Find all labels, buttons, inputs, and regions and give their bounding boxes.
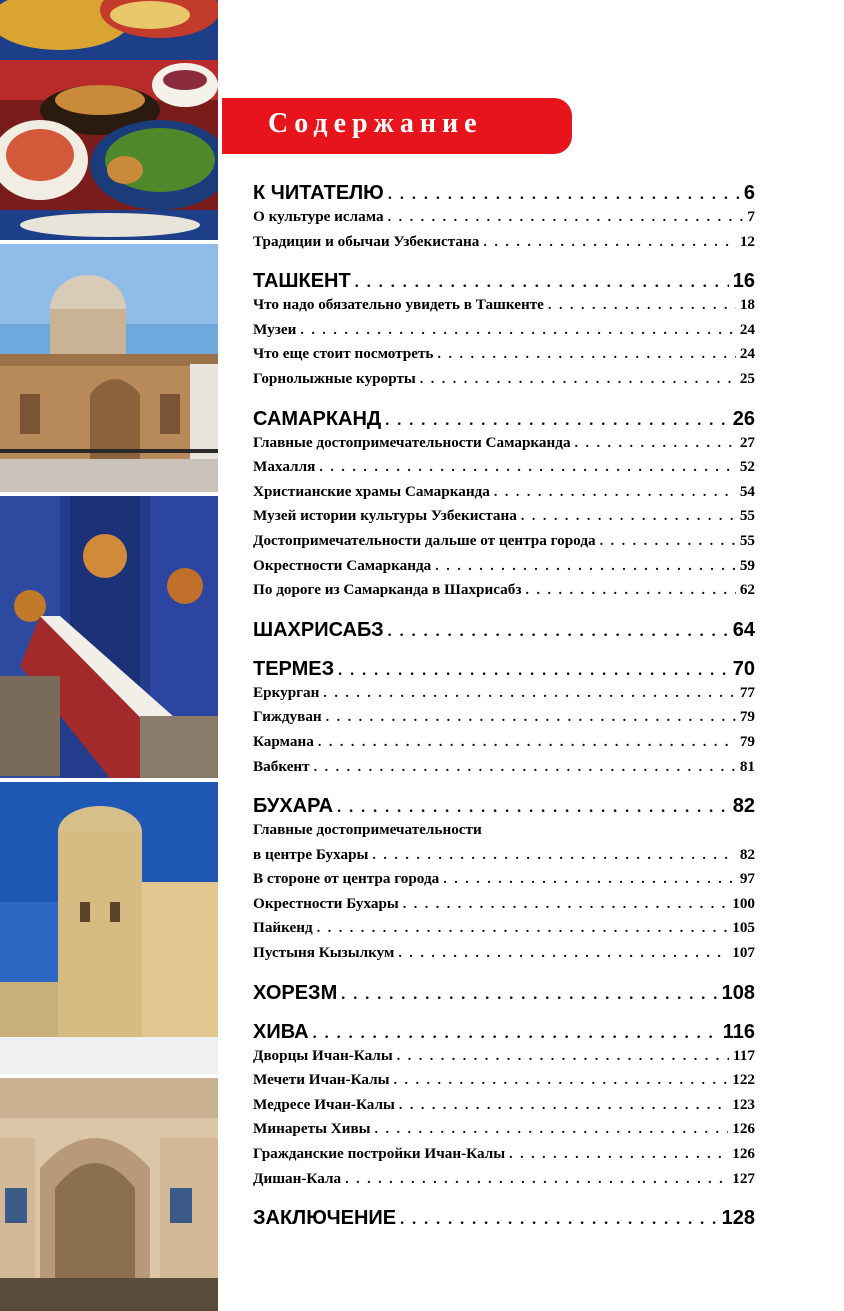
page-number: 62 [739,581,755,599]
page-number: 24 [739,345,755,363]
page-number: 26 [732,407,755,430]
dot-leader [313,1025,719,1043]
toc-entry[interactable] [253,370,755,395]
page-number: 127 [732,1169,755,1187]
page-number: 70 [732,657,755,680]
toc-section-title: ЗАКЛЮЧЕНИЕ [253,1207,397,1230]
page-title: Содержание [268,108,483,139]
page-number: 105 [732,919,755,937]
toc-entry-title: Музеи [253,320,297,338]
madrasa-photo [0,1078,218,1311]
dot-leader [400,1211,718,1229]
toc-entry[interactable] [253,434,755,459]
dot-leader [548,298,736,314]
page-number: 55 [739,531,755,549]
toc-entry-title: Кармана [253,732,314,750]
food-photo [0,0,218,240]
toc-entry-title: В стороне от центра города [253,870,440,888]
mosaic-interior-photo [0,496,218,778]
toc-entry-title: Христианские храмы Самарканда [253,482,490,500]
toc-section[interactable] [253,270,755,296]
toc-entry[interactable] [253,821,755,846]
dot-leader [326,710,736,726]
page-number: 126 [732,1120,755,1138]
section-gap [253,257,755,270]
page-number: 25 [739,369,755,387]
dot-leader [399,1098,728,1114]
toc-section[interactable] [253,795,755,821]
section-gap [253,645,755,658]
page-number: 55 [739,507,755,525]
toc-entry-title: Гражданские постройки Ичан-Калы [253,1145,506,1163]
toc-entry-title: По дороге из Самарканда в Шахрисабз [253,581,522,599]
toc-section[interactable] [253,619,755,645]
dot-leader [420,372,736,388]
toc-entry-title: Дишан-Кала [253,1169,342,1187]
toc-entry-title: Что надо обязательно увидеть в Ташкенте [253,296,544,314]
dot-leader [375,1122,729,1138]
page-number: 16 [732,270,755,293]
toc-entry[interactable] [253,1096,755,1121]
toc-entry-title: Окрестности Бухары [253,894,399,912]
toc-entry[interactable] [253,208,755,233]
dot-leader [398,946,728,962]
toc-entry-title: Главные достопримечательности [253,821,482,839]
toc-section-title: ТАШКЕНТ [253,270,351,293]
toc-section-title: ХИВА [253,1020,309,1043]
page-number: 79 [739,708,755,726]
toc-entry-title: Что еще стоит посмотреть [253,345,434,363]
toc-entry-title: Еркурган [253,683,320,701]
toc-entry-title: Пайкенд [253,919,313,937]
dot-leader [600,534,736,550]
toc-section-title: ХОРЕЗМ [253,981,338,1004]
dot-leader [338,662,729,680]
toc-entry[interactable] [253,1047,755,1072]
toc-section-title: ТЕРМЕЗ [253,657,335,680]
toc-entry[interactable] [253,581,755,606]
section-gap [253,1194,755,1207]
toc-entry[interactable] [253,507,755,532]
page-number: 59 [739,556,755,574]
toc-entry-title: Медресе Ичан-Калы [253,1095,395,1113]
section-gap [253,395,755,408]
dot-leader [443,872,736,888]
page-number: 123 [732,1095,755,1113]
toc-section-title: САМАРКАНД [253,407,382,430]
toc-section[interactable] [253,1207,755,1233]
photo-strip [0,0,218,1311]
dot-leader [337,799,729,817]
toc-entry[interactable] [253,944,755,969]
toc-entry[interactable] [253,345,755,370]
toc-entry[interactable] [253,758,755,783]
dot-leader [525,583,735,599]
page-number: 77 [739,683,755,701]
toc-entry[interactable] [253,1145,755,1170]
toc-section[interactable] [253,182,755,208]
page-number: 116 [722,1020,755,1043]
toc-entry-title: Пустыня Кызылкум [253,944,395,962]
page-number: 117 [733,1046,755,1064]
toc-entry[interactable] [253,296,755,321]
toc-entry-title: Окрестности Самарканда [253,556,432,574]
toc-entry[interactable] [253,733,755,758]
dot-leader [435,559,736,575]
dot-leader [323,686,735,702]
toc-entry[interactable] [253,1170,755,1195]
fortress-photo [0,782,218,1074]
page-number: 64 [732,618,755,641]
section-gap [253,1008,755,1021]
dot-leader [318,735,736,751]
dot-leader [397,1049,729,1065]
dot-leader [575,436,736,452]
page-number: 12 [739,232,755,250]
page-number: 126 [732,1145,755,1163]
toc-entry-title: Горнолыжные курорты [253,369,416,387]
section-gap [253,969,755,982]
page-number: 122 [732,1071,755,1089]
section-gap [253,782,755,795]
dot-leader [388,623,729,641]
page-number: 128 [721,1207,755,1230]
toc-entry[interactable] [253,708,755,733]
tashkent-building-photo [0,244,218,492]
toc-entry[interactable] [253,483,755,508]
dot-leader [355,274,729,292]
contents-header [222,98,572,154]
page-number: 82 [739,845,755,863]
page-number: 27 [739,433,755,451]
page-number: 7 [747,208,755,225]
toc-entry[interactable] [253,233,755,258]
toc-section[interactable] [253,1021,755,1047]
toc-entry[interactable] [253,870,755,895]
toc-entry[interactable] [253,846,755,871]
dot-leader [341,986,717,1004]
dot-leader [388,210,744,226]
dot-leader [385,412,729,430]
dot-leader [437,347,735,363]
toc-entry-title: Гиждуван [253,708,322,726]
toc-section-title: БУХАРА [253,795,334,818]
toc-entry[interactable] [253,321,755,346]
toc-entry-title: Традиции и обычаи Узбекистана [253,232,480,250]
toc-section[interactable] [253,658,755,684]
toc-entry-title: Мечети Ичан-Калы [253,1071,390,1089]
toc-entry-title: Дворцы Ичан-Калы [253,1046,393,1064]
toc-entry[interactable] [253,1120,755,1145]
dot-leader [372,848,735,864]
page-number: 107 [732,944,755,962]
table-of-contents [253,182,755,1233]
dot-leader [317,921,729,937]
toc-entry-title: Махалля [253,458,316,476]
page-number: 18 [739,296,755,314]
toc-entry-title: Музей истории культуры Узбекистана [253,507,517,525]
toc-entry-title: О культуре ислама [253,208,384,225]
page-number: 100 [732,894,755,912]
section-gap [253,606,755,619]
toc-entry[interactable] [253,1071,755,1096]
toc-section-title: ШАХРИСАБЗ [253,618,384,641]
page-number: 82 [732,795,755,818]
page-number: 52 [739,458,755,476]
page-number: 108 [721,981,755,1004]
toc-entry[interactable] [253,458,755,483]
toc-entry[interactable] [253,919,755,944]
dot-leader [509,1147,728,1163]
dot-leader [483,235,735,251]
page-number: 6 [743,182,755,204]
toc-entry-title: Главные достопримечательности Самарканда [253,433,571,451]
dot-leader [494,485,736,501]
page-number: 79 [739,732,755,750]
dot-leader [394,1073,729,1089]
dot-leader [345,1172,728,1188]
toc-entry-title: Минареты Хивы [253,1120,371,1138]
dot-leader [388,186,740,204]
dot-leader [403,897,728,913]
toc-entry-title: Вабкент [253,757,310,775]
toc-entry-title: Достопримечательности дальше от центра города [253,531,596,549]
toc-entry[interactable] [253,895,755,920]
dot-leader [521,509,736,525]
dot-leader [319,460,736,476]
toc-section[interactable] [253,982,755,1008]
dot-leader [300,323,735,339]
dot-leader [314,760,736,776]
toc-entry-title: в центре Бухары [253,845,369,863]
page-number: 24 [739,320,755,338]
toc-entry[interactable] [253,557,755,582]
page-number: 97 [739,870,755,888]
toc-section[interactable] [253,408,755,434]
toc-section-title: К ЧИТАТЕЛЮ [253,182,384,204]
toc-entry[interactable] [253,684,755,709]
page-number: 81 [739,757,755,775]
toc-entry[interactable] [253,532,755,557]
page-number: 54 [739,482,755,500]
